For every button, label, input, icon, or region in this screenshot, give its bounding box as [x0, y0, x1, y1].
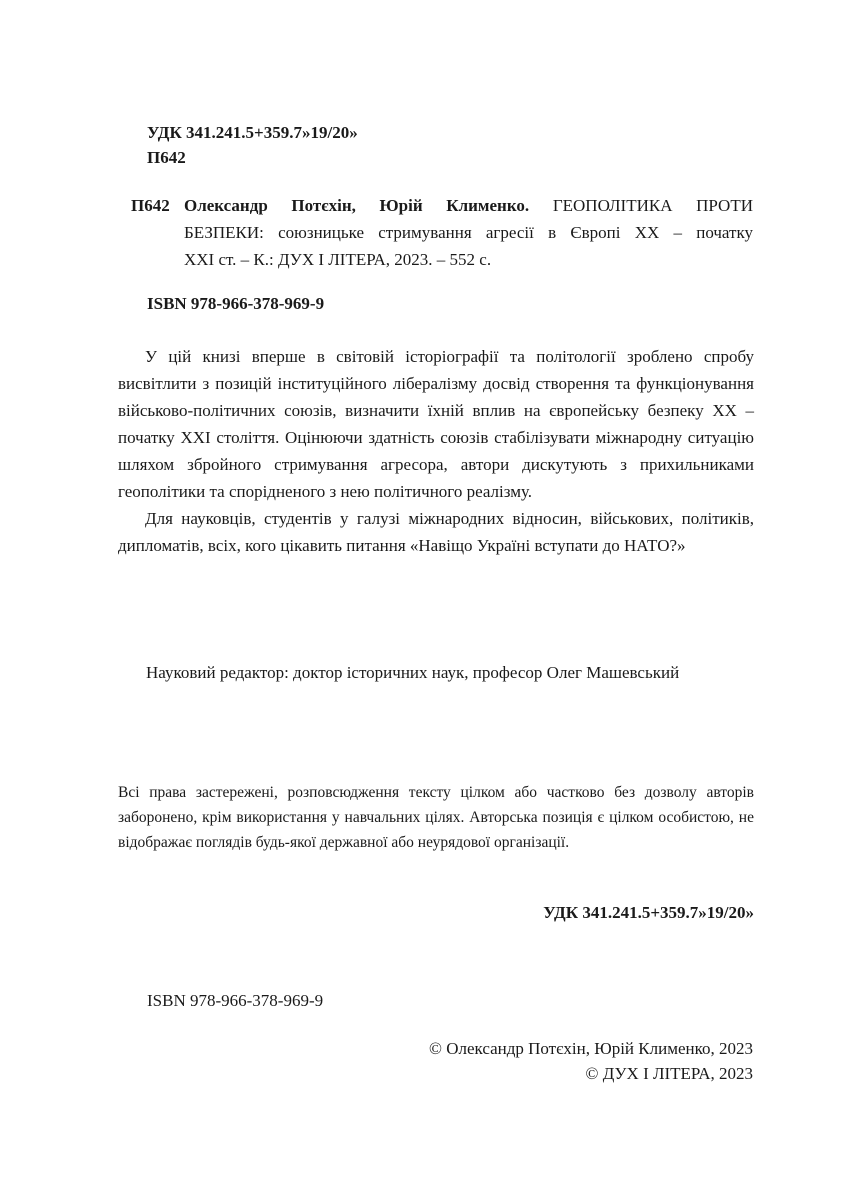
header-udk-block: [147, 120, 358, 170]
bibliographic-line-3: ХХІ ст. – К.: ДУХ І ЛІТЕРА, 2023. – 552 с.: [184, 250, 492, 269]
bibliographic-record: [131, 192, 753, 273]
copyright-block: [429, 1036, 753, 1086]
isbn-bottom: ISBN 978-966-378-969-9: [147, 991, 324, 1010]
rights-notice: Всі права застережені, розповсюдження тексту цілком або частково без дозволу авторів заборонено, крім використання у навчальних цілях. Авторська позиція є цілком особистою, не відображає поглядів будь-якої державної або неурядової організації.: [118, 784, 754, 851]
udk-bottom: УДК 341.241.5+359.7»19/20»: [543, 903, 754, 922]
annotation: [118, 343, 754, 559]
bibliographic-line-2: БЕЗПЕКИ: союзницьке стримування агресії в Європі ХХ – початку: [184, 223, 753, 242]
header-udk: УДК 341.241.5+359.7»19/20»: [147, 123, 358, 142]
bibliographic-code: П642: [131, 196, 170, 215]
bibliographic-line-1: [147, 192, 753, 219]
bibliographic-authors: Олександр Потєхін, Юрій Клименко.: [184, 196, 530, 215]
copyright-authors: © Олександр Потєхін, Юрій Клименко, 2023: [429, 1039, 753, 1058]
copyright-publisher: © ДУХ І ЛІТЕРА, 2023: [585, 1064, 753, 1083]
annotation-paragraph-1: У цій книзі вперше в світовій історіографії та політології зроблено спробу висвітлити з позицій інституційного лібералізму досвід створення та функціонування військово-політичних союзів, визначити їхній вплив на європейську безпеку ХХ – початку ХХІ століття. Оцінюючи здатність союзів стабілізувати міжнародну ситуацію шляхом збройного стримування агресора, автори дискутують з прихильниками геополітики та спорідненого з нею політичного реалізму.: [118, 347, 754, 501]
annotation-paragraph-2: Для науковців, студентів у галузі міжнародних відносин, військових, політиків, дипломатів, всіх, кого цікавить питання «Навіщо Україні вступати до НАТО?»: [118, 509, 754, 555]
isbn-top: ISBN 978-966-378-969-9: [147, 294, 325, 313]
bibliographic-title: ГЕОПОЛІТИКА ПРОТИ: [552, 196, 753, 215]
header-code: П642: [147, 148, 186, 167]
scientific-editor: Науковий редактор: доктор історичних наук, професор Олег Машевський: [146, 663, 680, 682]
